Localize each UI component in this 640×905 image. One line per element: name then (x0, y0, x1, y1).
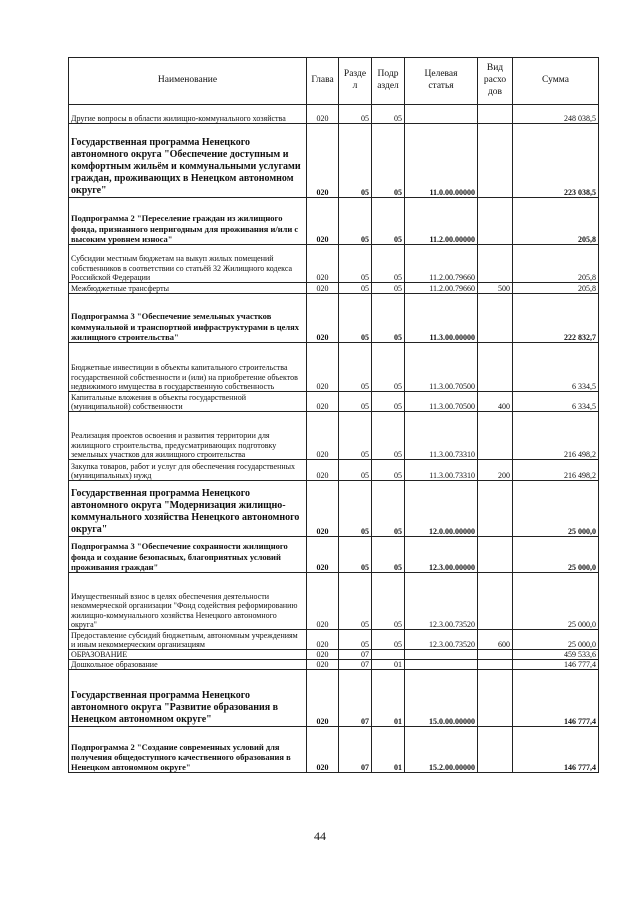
row-glava: 020 (307, 630, 339, 650)
row-vid (478, 660, 513, 670)
header-razdel: Разде л (339, 58, 372, 105)
header-glava: Глава (307, 58, 339, 105)
table-row (69, 650, 599, 660)
row-razdel: 05 (339, 460, 372, 481)
row-podrazdel: 05 (372, 294, 405, 343)
row-glava: 020 (307, 283, 339, 294)
table-body (69, 105, 599, 773)
row-vid (478, 573, 513, 630)
row-razdel: 05 (339, 630, 372, 650)
row-razdel: 05 (339, 283, 372, 294)
table-row (69, 630, 599, 650)
table-row (69, 573, 599, 630)
table-row (69, 727, 599, 773)
table-row (69, 670, 599, 727)
row-razdel: 05 (339, 412, 372, 460)
row-razdel: 05 (339, 537, 372, 573)
table-row (69, 460, 599, 481)
row-glava: 020 (307, 343, 339, 392)
row-name: Закупка товаров, работ и услуг для обеспечения государственных (муниципальных) нужд (69, 460, 307, 481)
table-row (69, 105, 599, 124)
row-podrazdel: 05 (372, 245, 405, 283)
row-article: 11.3.00.70500 (405, 343, 478, 392)
row-vid (478, 670, 513, 727)
header-article: Целевая статья (405, 58, 478, 105)
row-sum: 205,8 (513, 245, 599, 283)
header-name: Наименование (69, 58, 307, 105)
row-sum: 6 334,5 (513, 392, 599, 412)
row-vid: 200 (478, 460, 513, 481)
row-sum: 216 498,2 (513, 460, 599, 481)
row-vid (478, 727, 513, 773)
row-name: Подпрограмма 3 "Обеспечение сохранности жилищного фонда и создание безопасных, благоприятных условий проживания граждан" (69, 537, 307, 573)
row-article: 11.2.00.79660 (405, 245, 478, 283)
table-row (69, 481, 599, 537)
row-glava: 020 (307, 670, 339, 727)
row-article: 11.3.00.70500 (405, 392, 478, 412)
header-vid: Вид расхо дов (478, 58, 513, 105)
row-razdel: 05 (339, 481, 372, 537)
row-podrazdel: 05 (372, 343, 405, 392)
row-razdel: 05 (339, 392, 372, 412)
row-article: 15.2.00.00000 (405, 727, 478, 773)
row-podrazdel: 01 (372, 670, 405, 727)
row-sum: 222 832,7 (513, 294, 599, 343)
row-article: 12.3.00.73520 (405, 630, 478, 650)
row-sum: 205,8 (513, 198, 599, 245)
row-podrazdel: 05 (372, 412, 405, 460)
row-glava: 020 (307, 537, 339, 573)
row-glava: 020 (307, 650, 339, 660)
row-podrazdel: 05 (372, 105, 405, 124)
table-row (69, 198, 599, 245)
row-sum: 459 533,6 (513, 650, 599, 660)
row-vid (478, 481, 513, 537)
budget-table (68, 57, 599, 773)
row-glava: 020 (307, 198, 339, 245)
row-podrazdel: 05 (372, 630, 405, 650)
row-name: Имущественный взнос в целях обеспечения деятельности некоммерческой организации "Фонд содействия реформированию жилищно-коммунального хозяйства Ненецкого автономного округа" (69, 573, 307, 630)
row-article: 11.3.00.00000 (405, 294, 478, 343)
row-article: 11.2.00.00000 (405, 198, 478, 245)
row-article (405, 660, 478, 670)
row-razdel: 05 (339, 105, 372, 124)
row-razdel: 07 (339, 660, 372, 670)
row-article: 12.3.00.73520 (405, 573, 478, 630)
table-row (69, 283, 599, 294)
row-sum: 25 000,0 (513, 573, 599, 630)
row-sum: 25 000,0 (513, 481, 599, 537)
row-article (405, 105, 478, 124)
row-podrazdel: 01 (372, 660, 405, 670)
row-vid (478, 537, 513, 573)
row-article: 11.3.00.73310 (405, 412, 478, 460)
row-sum: 25 000,0 (513, 630, 599, 650)
row-razdel: 05 (339, 294, 372, 343)
row-name: Государственная программа Ненецкого автономного округа "Модернизация жилищно-коммунального хозяйства Ненецкого автономного округа" (69, 481, 307, 537)
row-name: Подпрограмма 2 "Создание современных условий для получения общедоступного качественного образования в Ненецком автономном округе" (69, 727, 307, 773)
row-podrazdel: 05 (372, 198, 405, 245)
row-vid: 500 (478, 283, 513, 294)
row-vid (478, 124, 513, 198)
row-glava: 020 (307, 105, 339, 124)
row-name: Межбюджетные трансферты (69, 283, 307, 294)
row-vid (478, 198, 513, 245)
row-name: Другие вопросы в области жилищно-коммунального хозяйства (69, 105, 307, 124)
row-article: 12.0.00.00000 (405, 481, 478, 537)
row-sum: 146 777,4 (513, 660, 599, 670)
row-razdel: 07 (339, 727, 372, 773)
row-name: Капитальные вложения в объекты государственной (муниципальной) собственности (69, 392, 307, 412)
page-number: 44 (314, 829, 326, 843)
row-vid (478, 294, 513, 343)
table-row (69, 294, 599, 343)
row-podrazdel: 01 (372, 727, 405, 773)
row-name: Подпрограмма 3 "Обеспечение земельных участков коммунальной и транспортной инфраструктурами в целях жилищного строительства" (69, 294, 307, 343)
row-glava: 020 (307, 727, 339, 773)
row-podrazdel: 05 (372, 573, 405, 630)
row-article: 11.3.00.73310 (405, 460, 478, 481)
row-name: Субсидии местным бюджетам на выкуп жилых помещений собственников в соответствии со статьёй 32 Жилищного кодекса Российской Федерации (69, 245, 307, 283)
table-row (69, 124, 599, 198)
row-sum: 223 038,5 (513, 124, 599, 198)
row-name: Государственная программа Ненецкого автономного округа "Развитие образования в Ненецком автономном округе" (69, 670, 307, 727)
row-podrazdel: 05 (372, 537, 405, 573)
row-glava: 020 (307, 573, 339, 630)
row-razdel: 05 (339, 245, 372, 283)
row-podrazdel: 05 (372, 124, 405, 198)
row-article: 12.3.00.00000 (405, 537, 478, 573)
row-razdel: 07 (339, 650, 372, 660)
row-razdel: 05 (339, 573, 372, 630)
table-row (69, 392, 599, 412)
table-row (69, 245, 599, 283)
row-razdel: 05 (339, 343, 372, 392)
row-vid: 400 (478, 392, 513, 412)
row-sum: 216 498,2 (513, 412, 599, 460)
row-vid (478, 245, 513, 283)
row-name: ОБРАЗОВАНИЕ (69, 650, 307, 660)
row-name: Подпрограмма 2 "Переселение граждан из жилищного фонда, признанного непригодным для проживания и/или с высоким уровнем износа" (69, 198, 307, 245)
row-razdel: 05 (339, 124, 372, 198)
row-sum: 205,8 (513, 283, 599, 294)
row-podrazdel: 05 (372, 392, 405, 412)
row-glava: 020 (307, 294, 339, 343)
row-glava: 020 (307, 481, 339, 537)
row-podrazdel: 05 (372, 481, 405, 537)
row-podrazdel: 05 (372, 283, 405, 294)
row-sum: 25 000,0 (513, 537, 599, 573)
row-glava: 020 (307, 412, 339, 460)
row-glava: 020 (307, 660, 339, 670)
row-name: Бюджетные инвестиции в объекты капитального строительства государственной собственности и (или) на приобретение объектов недвижимого имущества в государственную собственность (69, 343, 307, 392)
row-article: 11.0.00.00000 (405, 124, 478, 198)
header-sum: Сумма (513, 58, 599, 105)
row-glava: 020 (307, 245, 339, 283)
row-sum: 146 777,4 (513, 670, 599, 727)
row-glava: 020 (307, 124, 339, 198)
table-row (69, 660, 599, 670)
table-header-row (69, 58, 599, 105)
row-name: Государственная программа Ненецкого автономного округа "Обеспечение доступным и комфортным жильём и коммунальными услугами граждан, проживающих в Ненецком автономном округе" (69, 124, 307, 198)
row-vid: 600 (478, 630, 513, 650)
row-sum: 146 777,4 (513, 727, 599, 773)
row-glava: 020 (307, 392, 339, 412)
row-vid (478, 412, 513, 460)
row-sum: 248 038,5 (513, 105, 599, 124)
table-row (69, 412, 599, 460)
row-name: Реализация проектов освоения и развития территории для жилищного строительства, предусматривающих подготовку земельных участков для жилищного строительства (69, 412, 307, 460)
row-razdel: 07 (339, 670, 372, 727)
row-article: 11.2.00.79660 (405, 283, 478, 294)
row-vid (478, 343, 513, 392)
row-podrazdel (372, 650, 405, 660)
row-sum: 6 334,5 (513, 343, 599, 392)
header-podrazdel: Подр аздел (372, 58, 405, 105)
row-razdel: 05 (339, 198, 372, 245)
row-vid (478, 105, 513, 124)
row-article: 15.0.00.00000 (405, 670, 478, 727)
table-row (69, 343, 599, 392)
row-name: Предоставление субсидий бюджетным, автономным учреждениям и иным некоммерческим организациям (69, 630, 307, 650)
table-row (69, 537, 599, 573)
row-glava: 020 (307, 460, 339, 481)
row-vid (478, 650, 513, 660)
row-name: Дошкольное образование (69, 660, 307, 670)
row-article (405, 650, 478, 660)
row-podrazdel: 05 (372, 460, 405, 481)
